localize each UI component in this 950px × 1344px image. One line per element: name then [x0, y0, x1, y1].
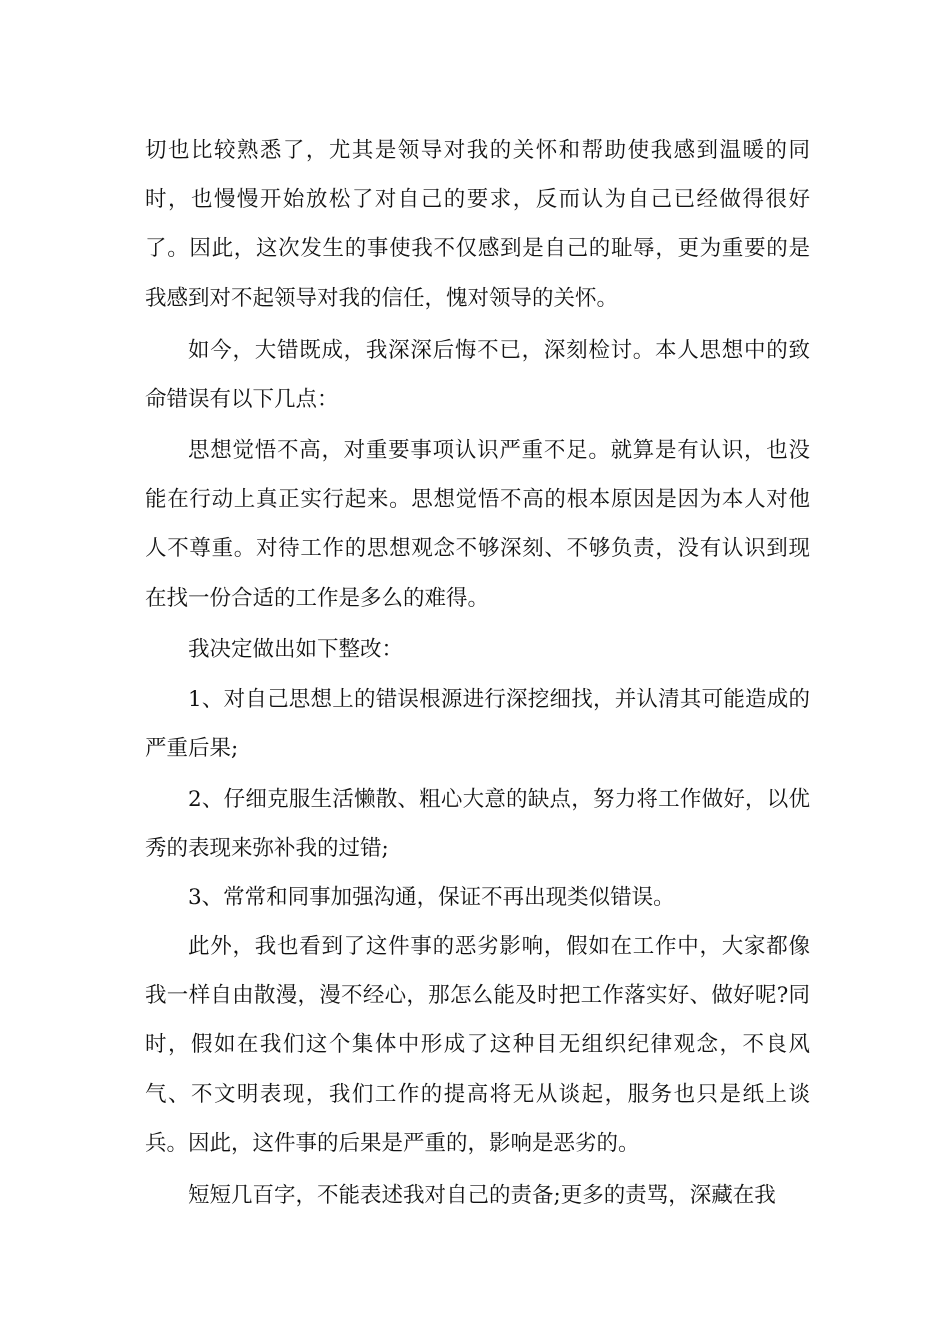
- paragraph-closing: 短短几百字，不能表述我对自己的责备;更多的责骂，深藏在我: [188, 1183, 776, 1208]
- paragraph-continuation: 切也比较熟悉了，尤其是领导对我的关怀和帮助使我感到温暖的同时，也慢慢开始放松了对自己的要求，反而认为自己已经做得很好了。因此，这次发生的事使我不仅感到是自己的耻辱，更为重要的是我感到对不起领导对我的信任，愧对领导的关怀。: [145, 138, 810, 311]
- list-item-3: 3、常常和同事加强沟通，保证不再出现类似错误。: [188, 885, 675, 910]
- paragraph-rectification-intro: 我决定做出如下整改：: [188, 637, 404, 662]
- paragraph-mistakes-intro: 如今，大错既成，我深深后悔不已，深刻检讨。本人思想中的致命错误有以下几点：: [145, 338, 810, 413]
- list-item-1: 1、对自己思想上的错误根源进行深挖细找，并认清其可能造成的严重后果;: [145, 687, 810, 762]
- list-item-2: 2、仔细克服生活懒散、粗心大意的缺点，努力将工作做好，以优秀的表现来弥补我的过错;: [145, 787, 810, 862]
- paragraph-consequences: 此外，我也看到了这件事的恶劣影响，假如在工作中，大家都像我一样自由散漫，漫不经心，那怎么能及时把工作落实好、做好呢?同时，假如在我们这个集体中形成了这种目无组织纪律观念，不良风气、不文明表现，我们工作的提高将无从谈起，服务也只是纸上谈兵。因此，这件事的后果是严重的，影响是恶劣的。: [145, 934, 810, 1156]
- paragraph-awareness: 思想觉悟不高，对重要事项认识严重不足。就算是有认识，也没能在行动上真正实行起来。思想觉悟不高的根本原因是因为本人对他人不尊重。对待工作的思想观念不够深刻、不够负责，没有认识到现在找一份合适的工作是多么的难得。: [145, 438, 810, 611]
